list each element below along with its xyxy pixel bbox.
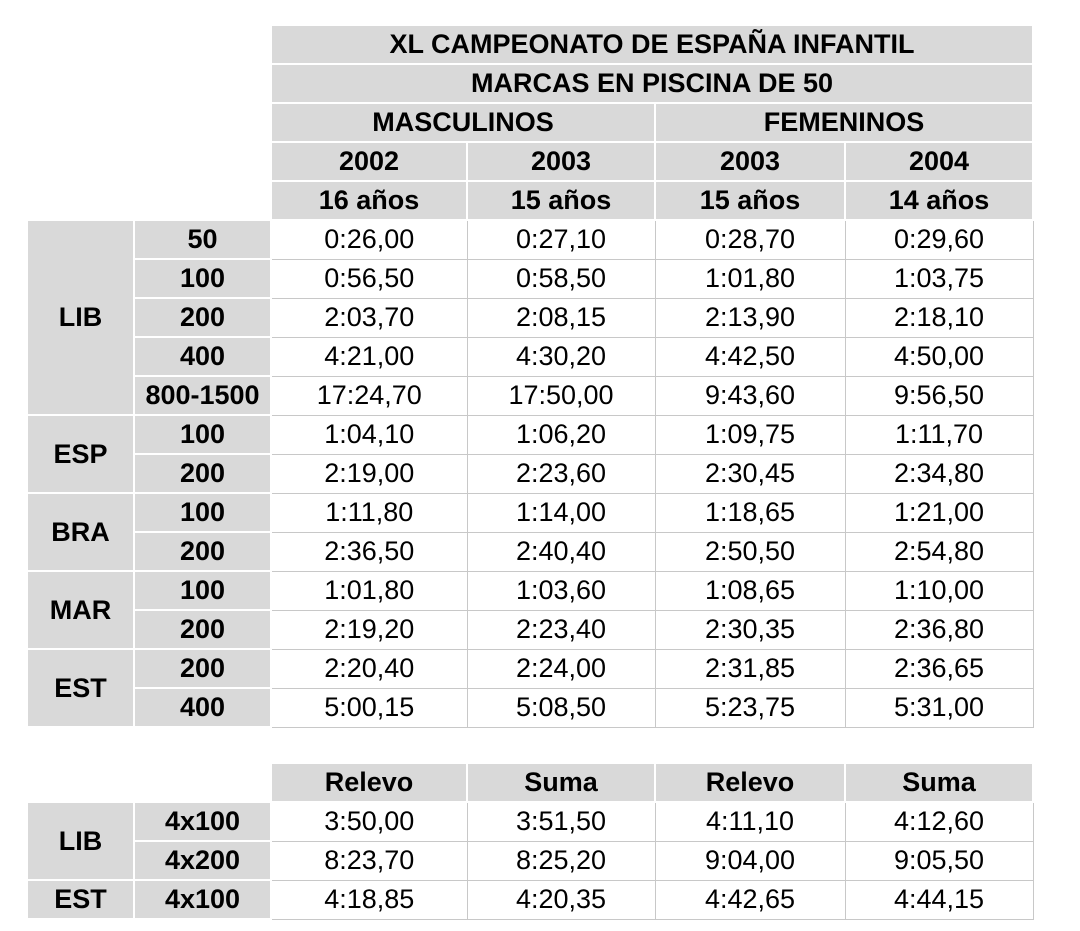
time-cell: 1:11,70 <box>845 415 1033 454</box>
table-row <box>27 688 1033 727</box>
distance-label: 100 <box>134 493 271 532</box>
time-cell: 9:05,50 <box>845 841 1033 880</box>
stroke-label: MAR <box>27 571 134 649</box>
time-cell: 1:01,80 <box>655 259 845 298</box>
time-cell: 3:51,50 <box>467 802 655 841</box>
time-cell: 8:25,20 <box>467 841 655 880</box>
year-header: 2003 <box>655 142 845 181</box>
table-row <box>27 571 1033 610</box>
time-cell: 2:13,90 <box>655 298 845 337</box>
distance-label: 800-1500 <box>134 376 271 415</box>
time-cell: 1:06,20 <box>467 415 655 454</box>
distance-label: 50 <box>134 220 271 259</box>
time-cell: 17:50,00 <box>467 376 655 415</box>
subtitle-row <box>27 64 1033 103</box>
stroke-label: EST <box>27 649 134 727</box>
time-cell: 2:19,00 <box>271 454 467 493</box>
time-cell: 9:04,00 <box>655 841 845 880</box>
relay-times-table <box>26 762 1034 920</box>
time-cell: 2:36,65 <box>845 649 1033 688</box>
time-cell: 5:00,15 <box>271 688 467 727</box>
distance-label: 100 <box>134 571 271 610</box>
year-header: 2002 <box>271 142 467 181</box>
time-cell: 2:23,60 <box>467 454 655 493</box>
table-row <box>27 493 1033 532</box>
time-cell: 2:30,45 <box>655 454 845 493</box>
table-row <box>27 220 1033 259</box>
distance-label: 200 <box>134 649 271 688</box>
table-row <box>27 649 1033 688</box>
time-cell: 0:28,70 <box>655 220 845 259</box>
distance-label: 400 <box>134 688 271 727</box>
time-cell: 2:23,40 <box>467 610 655 649</box>
distance-label: 200 <box>134 454 271 493</box>
time-cell: 2:18,10 <box>845 298 1033 337</box>
time-cell: 1:08,65 <box>655 571 845 610</box>
time-cell: 0:58,50 <box>467 259 655 298</box>
age-header: 16 años <box>271 181 467 220</box>
relay-header-row <box>27 763 1033 802</box>
table-row <box>27 454 1033 493</box>
time-cell: 2:54,80 <box>845 532 1033 571</box>
table-row <box>27 610 1033 649</box>
time-cell: 9:43,60 <box>655 376 845 415</box>
time-cell: 1:18,65 <box>655 493 845 532</box>
stroke-label: LIB <box>27 220 134 415</box>
time-cell: 2:40,40 <box>467 532 655 571</box>
time-cell: 1:10,00 <box>845 571 1033 610</box>
time-cell: 2:24,00 <box>467 649 655 688</box>
table-row <box>27 841 1033 880</box>
year-header: 2003 <box>467 142 655 181</box>
time-cell: 4:12,60 <box>845 802 1033 841</box>
championship-title: XL CAMPEONATO DE ESPAÑA INFANTIL <box>271 25 1033 64</box>
age-header: 14 años <box>845 181 1033 220</box>
time-cell: 4:44,15 <box>845 880 1033 919</box>
time-cell: 0:56,50 <box>271 259 467 298</box>
relay-column-header: Suma <box>467 763 655 802</box>
year-row <box>27 142 1033 181</box>
time-cell: 1:11,80 <box>271 493 467 532</box>
time-cell: 4:11,10 <box>655 802 845 841</box>
distance-label: 200 <box>134 532 271 571</box>
time-cell: 17:24,70 <box>271 376 467 415</box>
time-cell: 4:42,50 <box>655 337 845 376</box>
time-cell: 2:20,40 <box>271 649 467 688</box>
time-cell: 1:03,60 <box>467 571 655 610</box>
time-cell: 1:14,00 <box>467 493 655 532</box>
stroke-label: BRA <box>27 493 134 571</box>
relay-column-header: Relevo <box>271 763 467 802</box>
time-cell: 2:03,70 <box>271 298 467 337</box>
time-cell: 2:19,20 <box>271 610 467 649</box>
time-cell: 1:03,75 <box>845 259 1033 298</box>
gender-male-header: MASCULINOS <box>271 103 655 142</box>
time-cell: 8:23,70 <box>271 841 467 880</box>
stroke-label: ESP <box>27 415 134 493</box>
table-row <box>27 880 1033 919</box>
time-cell: 1:01,80 <box>271 571 467 610</box>
age-header: 15 años <box>655 181 845 220</box>
pool-subtitle: MARCAS EN PISCINA DE 50 <box>271 64 1033 103</box>
table-row <box>27 802 1033 841</box>
time-cell: 4:18,85 <box>271 880 467 919</box>
table-row <box>27 376 1033 415</box>
time-cell: 1:04,10 <box>271 415 467 454</box>
distance-label: 200 <box>134 610 271 649</box>
time-cell: 2:36,80 <box>845 610 1033 649</box>
age-header: 15 años <box>467 181 655 220</box>
time-cell: 2:34,80 <box>845 454 1033 493</box>
time-cell: 2:30,35 <box>655 610 845 649</box>
table-row <box>27 532 1033 571</box>
time-cell: 4:20,35 <box>467 880 655 919</box>
time-cell: 3:50,00 <box>271 802 467 841</box>
table-row <box>27 298 1033 337</box>
time-cell: 5:08,50 <box>467 688 655 727</box>
title-row <box>27 25 1033 64</box>
gender-female-header: FEMENINOS <box>655 103 1033 142</box>
relay-column-header: Relevo <box>655 763 845 802</box>
year-header: 2004 <box>845 142 1033 181</box>
time-cell: 5:23,75 <box>655 688 845 727</box>
distance-label: 4x100 <box>134 880 271 919</box>
distance-label: 4x200 <box>134 841 271 880</box>
time-cell: 9:56,50 <box>845 376 1033 415</box>
time-cell: 2:50,50 <box>655 532 845 571</box>
time-cell: 5:31,00 <box>845 688 1033 727</box>
table-row <box>27 415 1033 454</box>
stroke-label: LIB <box>27 802 134 880</box>
time-cell: 2:31,85 <box>655 649 845 688</box>
stroke-label: EST <box>27 880 134 919</box>
qualifying-times-table <box>26 24 1034 728</box>
gender-row <box>27 103 1033 142</box>
time-cell: 2:08,15 <box>467 298 655 337</box>
distance-label: 100 <box>134 259 271 298</box>
time-cell: 1:21,00 <box>845 493 1033 532</box>
distance-label: 400 <box>134 337 271 376</box>
time-cell: 0:27,10 <box>467 220 655 259</box>
distance-label: 4x100 <box>134 802 271 841</box>
table-row <box>27 259 1033 298</box>
time-cell: 0:26,00 <box>271 220 467 259</box>
time-cell: 4:42,65 <box>655 880 845 919</box>
time-cell: 2:36,50 <box>271 532 467 571</box>
time-cell: 4:21,00 <box>271 337 467 376</box>
time-cell: 0:29,60 <box>845 220 1033 259</box>
relay-column-header: Suma <box>845 763 1033 802</box>
time-cell: 4:50,00 <box>845 337 1033 376</box>
table-row <box>27 337 1033 376</box>
time-cell: 4:30,20 <box>467 337 655 376</box>
age-row <box>27 181 1033 220</box>
distance-label: 100 <box>134 415 271 454</box>
time-cell: 1:09,75 <box>655 415 845 454</box>
distance-label: 200 <box>134 298 271 337</box>
